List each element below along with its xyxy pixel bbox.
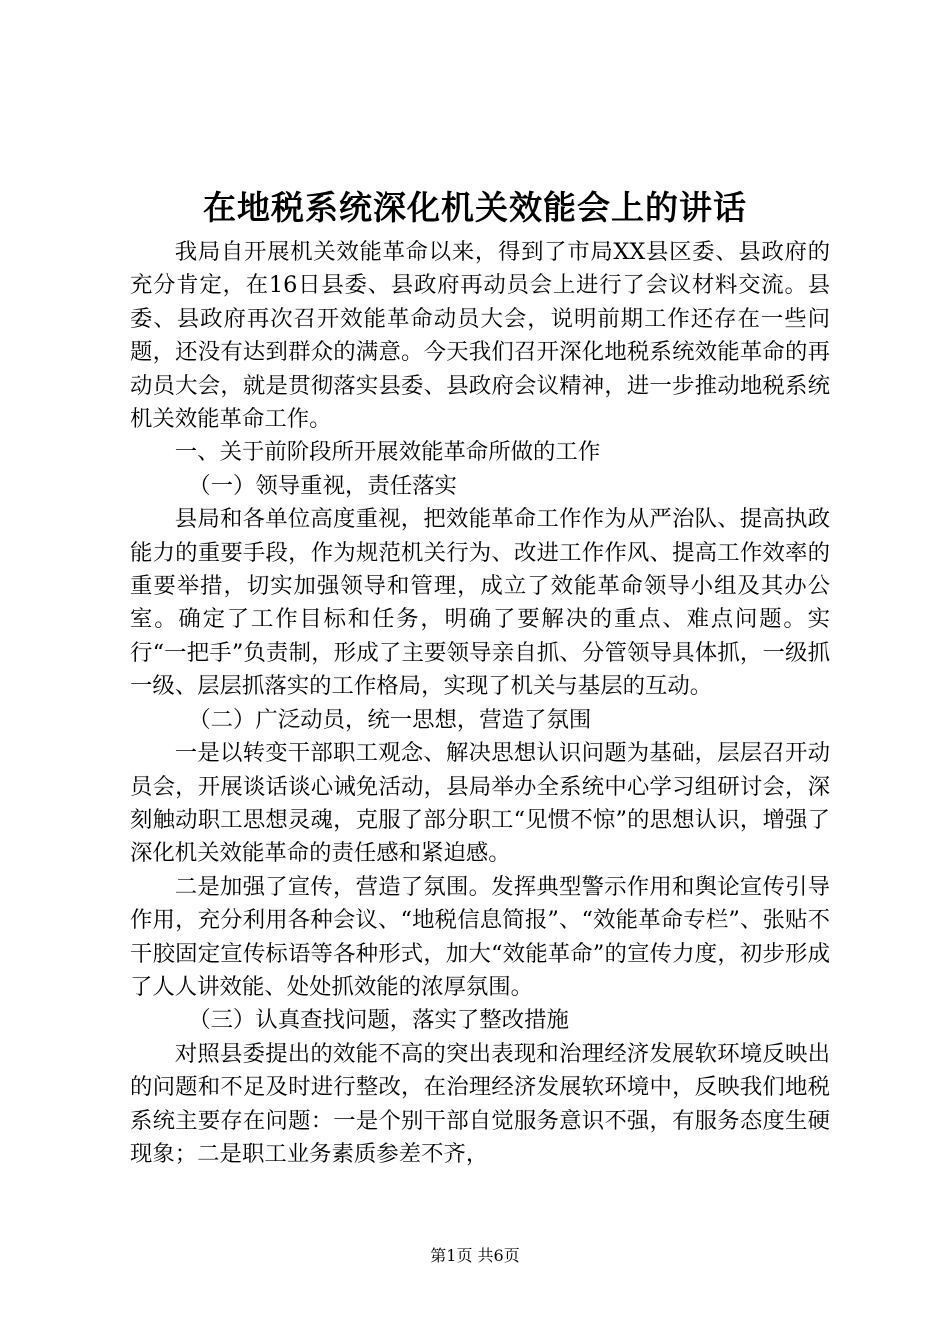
document-title: 在地税系统深化机关效能会上的讲话	[203, 188, 747, 227]
paragraph-leadership: 县局和各单位高度重视，把效能革命工作作为从严治队、提高执政能力的重要手段，作为规范机关行为、改进工作作风、提高工作效率的重要举措，切实加强领导和管理，成立了效能革命领导小组及其办公室。确定了工作目标和任务，明确了要解决的重点、难点问题。实行“一把手”负责制，形成了主要领导亲自抓、分管领导具体抓，一级抓一级、层层抓落实的工作格局，实现了机关与基层的互动。	[130, 506, 830, 700]
paragraph-intro: 我局自开展机关效能革命以来，得到了市局XX县区委、县政府的充分肯定，在16日县委、县政府再动员会上进行了会议材料交流。县委、县政府再次召开效能革命动员大会，说明前期工作还存在一些问题，还没有达到群众的满意。今天我们召开深化地税系统效能革命的再动员大会，就是贯彻落实县委、县政府会议精神，进一步推动地税系统机关效能革命工作。	[130, 239, 830, 433]
paragraph-rectification: 对照县委提出的效能不高的突出表现和治理经济发展软环境反映出的问题和不足及时进行整改，在治理经济发展软环境中，反映我们地税系统主要存在问题：一是个别干部自觉服务意识不强，有服务态度生硬现象；二是职工业务素质参差不齐，	[130, 1040, 830, 1167]
section-heading-1: 一、关于前阶段所开展效能革命所做的工作	[174, 439, 601, 466]
subsection-heading-1: （一）领导重视，责任落实	[188, 472, 457, 499]
document-body	[130, 236, 830, 1171]
subsection-heading-2: （二）广泛动员，统一思想，营造了氛围	[188, 706, 592, 733]
subsection-heading-3: （三）认真查找问题，落实了整改措施	[188, 1007, 569, 1034]
paragraph-mobilization-2: 二是加强了宣传，营造了氛围。发挥典型警示作用和舆论宣传引导作用，充分利用各种会议、“地税信息简报”、“效能革命专栏”、张贴不干胶固定宣传标语等各种形式，加大“效能革命”的宣传力度，初步形成了人人讲效能、处处抓效能的浓厚氛围。	[130, 873, 830, 1000]
paragraph-mobilization-1: 一是以转变干部职工观念、解决思想认识问题为基础，层层召开动员会，开展谈话谈心诫免活动，县局举办全系统中心学习组研讨会，深刻触动职工思想灵魂，克服了部分职工“见惯不惊”的思想认识，增强了深化机关效能革命的责任感和紧迫感。	[130, 740, 830, 867]
page-number-footer: 第1页 共6页	[430, 1246, 520, 1265]
